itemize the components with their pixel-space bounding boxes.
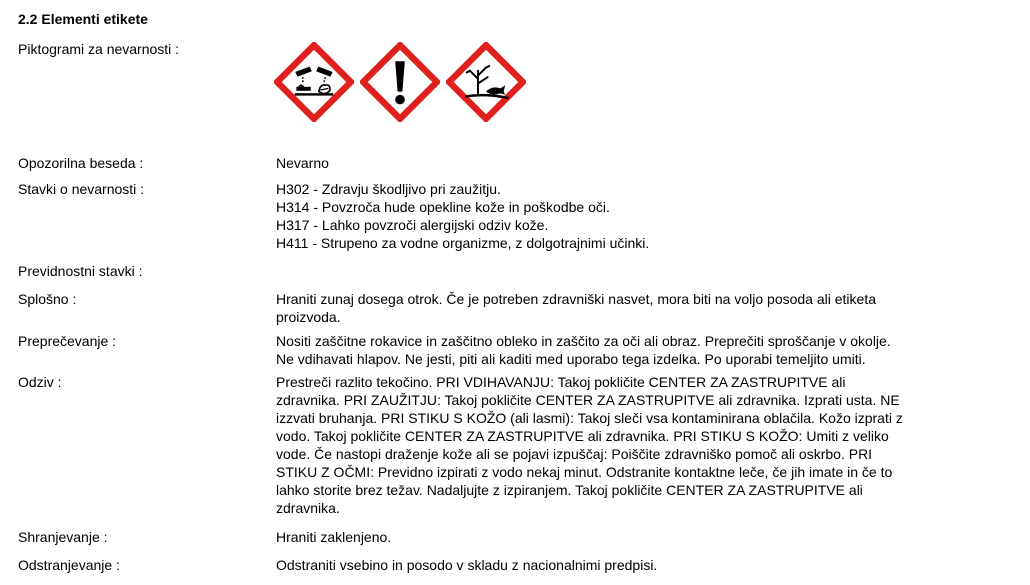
text-line: proizvoda. [276,309,341,325]
section-title: 2.2 Elementi etikete [18,11,148,27]
text-line: lahko storite brez težav. Nadaljujte z izpiranjem. Takoj pokličite CENTER ZA ZASTRUPITVE ali [276,482,863,498]
text-line: Ne vdihavati hlapov. Ne jesti, piti ali kaditi med uporabo tega izdelka. Po uporabi temeljito umiti. [276,351,866,367]
pictogram-group [274,42,526,122]
storage-label: Shranjevanje : [18,529,108,545]
text-line: Nositi zaščitne rokavice in zaščitno obleko in zaščito za oči ali obraz. Preprečiti sproščanje v okolje. [276,333,891,349]
disposal-value: Odstraniti vsebino in posodo v skladu z nacionalnimi predpisi. [276,557,658,573]
response-text [276,373,1006,517]
text-line: izzvati bruhanja. PRI STIKU S KOŽO (ali lasmi): Takoj sleči vsa kontaminirana oblačila. Kožo izprati z [276,410,903,426]
text-line: Hraniti zunaj dosega otrok. Če je potreben zdravniški nasvet, mora biti na voljo posoda ali etiketa [276,291,876,307]
hazard-statements-label: Stavki o nevarnosti : [18,181,145,197]
prevention-text [276,332,1006,368]
response-label: Odziv : [18,374,62,390]
text-line: zdravnika. [276,500,340,516]
hazard-statement: H314 - Povzroča hude opekline kože in poškodbe oči. [276,199,610,215]
precautionary-label: Previdnostni stavki : [18,263,143,279]
disposal-label: Odstranjevanje : [18,557,120,573]
prevention-label: Preprečevanje : [18,333,117,349]
hazard-statement: H302 - Zdravju škodljivo pri zaužitju. [276,181,501,197]
general-text [276,290,1006,326]
pictograms-label: Piktogrami za nevarnosti : [18,41,180,57]
text-line: STIKU Z OČMI: Previdno izpirati z vodo nekaj minut. Odstranite kontaktne leče, če jih imate in če to [276,464,893,480]
text-line: vode. Če nastopi draženje kože ali se pojavi izpuščaj: Poiščite zdravniško pomoč ali oskrbo. PRI [276,446,873,462]
exclamation-mark-icon [360,42,440,122]
environment-icon [446,42,526,122]
corrosion-icon [274,42,354,122]
general-label: Splošno : [18,291,77,307]
text-line: zdravnika. PRI ZAUŽITJU: Takoj pokličite CENTER ZA ZASTRUPITVE ali zdravnika. Izprati usta. NE [276,392,900,408]
hazard-statement: H411 - Strupeno za vodne organizme, z dolgotrajnimi učinki. [276,235,650,251]
hazard-statement: H317 - Lahko povzroči alergijski odziv kože. [276,217,549,233]
text-line: vodo. Takoj pokličite CENTER ZA ZASTRUPITVE ali zdravnika. PRI STIKU S KOŽO: Umiti z veliko [276,428,889,444]
text-line: Prestreči razlito tekočino. PRI VDIHAVANJU: Takoj pokličite CENTER ZA ZASTRUPITVE ali [276,374,846,390]
storage-value: Hraniti zaklenjeno. [276,529,392,545]
hazard-statements-list [276,180,1006,252]
signal-word-label: Opozorilna beseda : [18,155,144,171]
signal-word-value: Nevarno [276,155,329,171]
